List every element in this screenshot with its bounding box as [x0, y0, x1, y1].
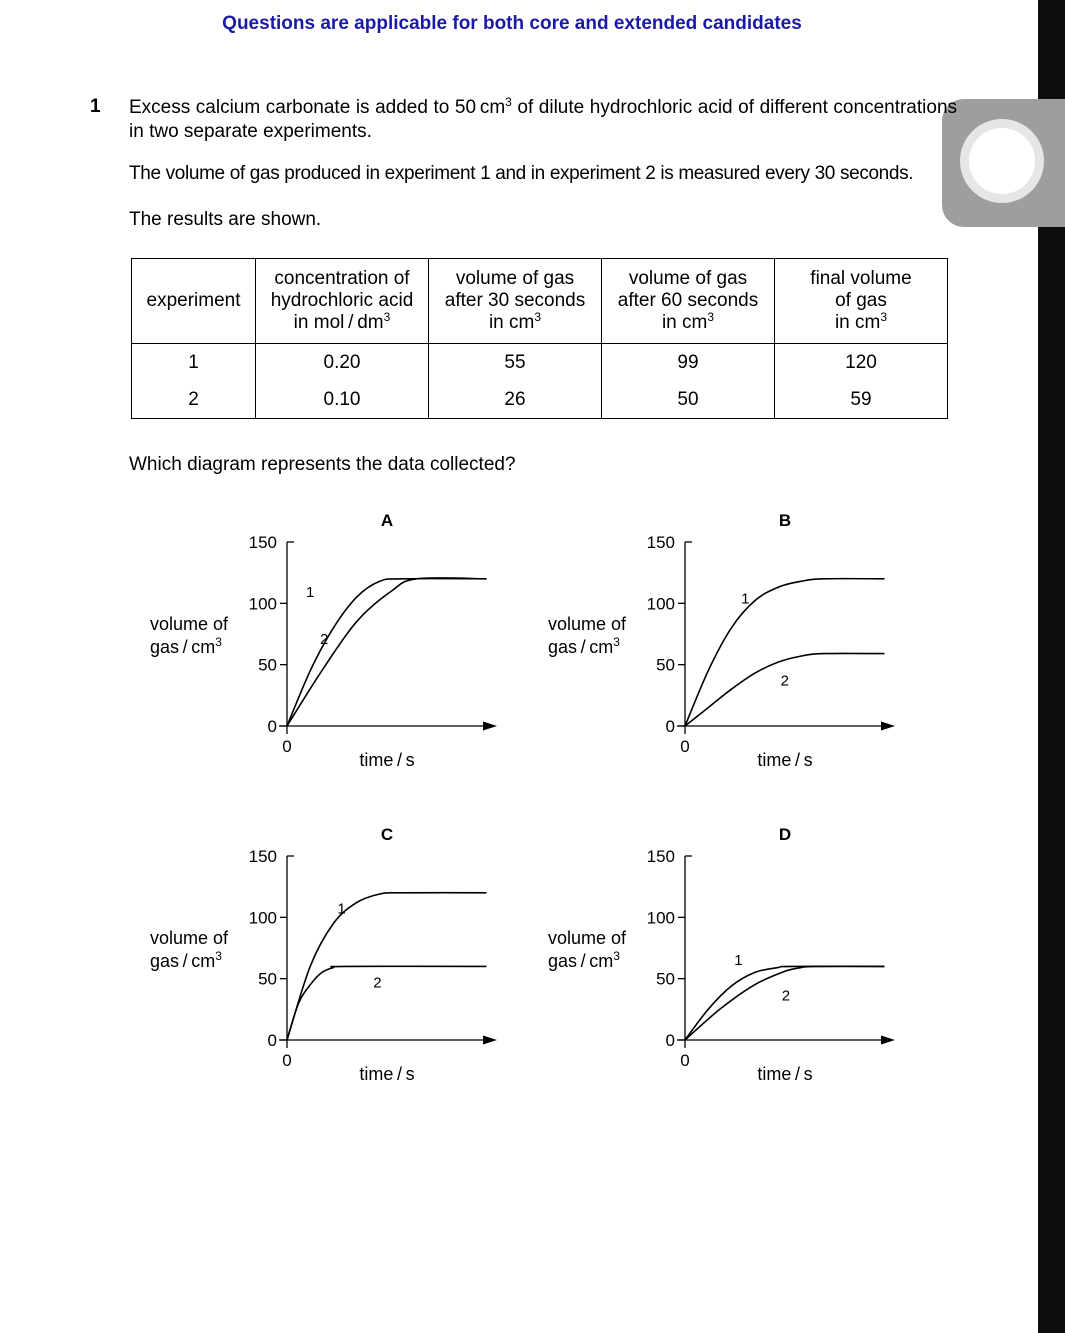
x-axis-arrow [483, 722, 497, 731]
y-tick-label: 100 [646, 908, 675, 928]
question-number: 1 [90, 96, 101, 117]
header-cell: final volume of gas in $cm^3$ [775, 259, 948, 344]
table-cell: 50 [602, 382, 775, 419]
series-1-label: 1 [734, 952, 743, 970]
y-axis-label: volume of [150, 928, 229, 948]
y-axis-label-units: gas / $cm^3$ [548, 949, 620, 971]
series-1-curve [287, 579, 487, 726]
table-cell: 55 [429, 344, 602, 383]
x-axis-label: time / s [359, 1064, 415, 1084]
table-cell: 0.10 [256, 382, 429, 419]
table-cell: 1 [132, 344, 256, 383]
y-tick-label: 0 [665, 717, 675, 736]
table-header-row [132, 259, 948, 344]
series-2-label: 2 [319, 630, 329, 648]
table-cell: 120 [775, 344, 948, 383]
table-row [132, 382, 948, 419]
table-cell: 2 [132, 382, 256, 419]
y-tick-label: 0 [267, 1031, 277, 1050]
x-axis-arrow [881, 722, 895, 731]
y-tick-label: 150 [646, 847, 675, 866]
header-cell: volume of gas after 60 seconds in $cm^3$ [602, 259, 775, 344]
y-tick-label: 50 [258, 655, 277, 675]
y-tick-label: 150 [248, 847, 277, 866]
measurement-text: The volume of gas produced in experiment 1 and in experiment 2 is measured every 30 seconds. [129, 163, 914, 184]
y-tick-label: 150 [248, 533, 277, 552]
results-text: The results are shown. [129, 209, 322, 230]
series-2-curve [287, 578, 487, 726]
x-origin-label: 0 [282, 737, 292, 756]
results-table [131, 258, 948, 419]
graph-title: B [778, 511, 792, 530]
floating-action-button[interactable] [942, 99, 1065, 227]
y-tick-label: 100 [646, 594, 675, 614]
question-prompt: Which diagram represents the data collected? [129, 454, 516, 475]
y-tick-label: 0 [267, 717, 277, 736]
y-tick-label: 150 [646, 533, 675, 552]
table-row [132, 344, 948, 383]
series-1-label: 1 [337, 900, 346, 918]
x-axis-label: time / s [757, 1064, 813, 1084]
y-tick-label: 50 [656, 969, 675, 989]
x-axis-label: time / s [359, 750, 415, 770]
series-1-label: 1 [741, 590, 750, 608]
question-intro: Excess calcium carbonate is added to 50 $cm^3$ of dilute hydrochloric acid of different concentrations in two separate experiments. [129, 95, 958, 142]
y-axis-label-units: gas / $cm^3$ [150, 949, 222, 971]
y-axis-label: volume of [150, 614, 229, 634]
y-tick-label: 100 [248, 594, 277, 614]
table-cell: 0.20 [256, 344, 429, 383]
y-tick-label: 100 [248, 908, 277, 928]
table-cell: 26 [429, 382, 602, 419]
header-cell: experiment [132, 259, 256, 344]
x-axis-arrow [881, 1036, 895, 1045]
y-axis-label-units: gas / $cm^3$ [548, 635, 620, 657]
graph-title: C [380, 825, 394, 844]
y-tick-label: 0 [665, 1031, 675, 1050]
y-axis-label: volume of [548, 614, 627, 634]
series-2-label: 2 [781, 987, 791, 1005]
series-2-curve [287, 966, 487, 1040]
circle-icon [960, 119, 1044, 203]
series-1-curve [685, 579, 885, 726]
y-tick-label: 50 [258, 969, 277, 989]
graph-a[interactable] [140, 505, 510, 775]
header-cell: concentration of hydrochloric acid in mol / $dm^3$ [256, 259, 429, 344]
x-axis-label: time / s [757, 750, 813, 770]
series-2-label: 2 [373, 974, 382, 992]
series-2-curve [685, 653, 885, 726]
table-cell: 59 [775, 382, 948, 419]
y-axis-label-units: gas / $cm^3$ [150, 635, 222, 657]
applicability-header: Questions are applicable for both core and extended candidates [222, 13, 802, 34]
x-origin-label: 0 [680, 737, 690, 756]
y-tick-label: 50 [656, 655, 675, 675]
y-axis-label: volume of [548, 928, 627, 948]
graph-title: A [380, 511, 394, 530]
header-cell: volume of gas after 30 seconds in $cm^3$ [429, 259, 602, 344]
x-origin-label: 0 [680, 1051, 690, 1070]
x-axis-arrow [483, 1036, 497, 1045]
graph-c[interactable] [140, 819, 510, 1089]
series-2-label: 2 [780, 672, 789, 690]
x-origin-label: 0 [282, 1051, 292, 1070]
series-1-label: 1 [306, 584, 315, 602]
table-cell: 99 [602, 344, 775, 383]
graph-title: D [778, 825, 792, 844]
graph-d[interactable] [538, 819, 908, 1089]
graph-b[interactable] [538, 505, 908, 775]
